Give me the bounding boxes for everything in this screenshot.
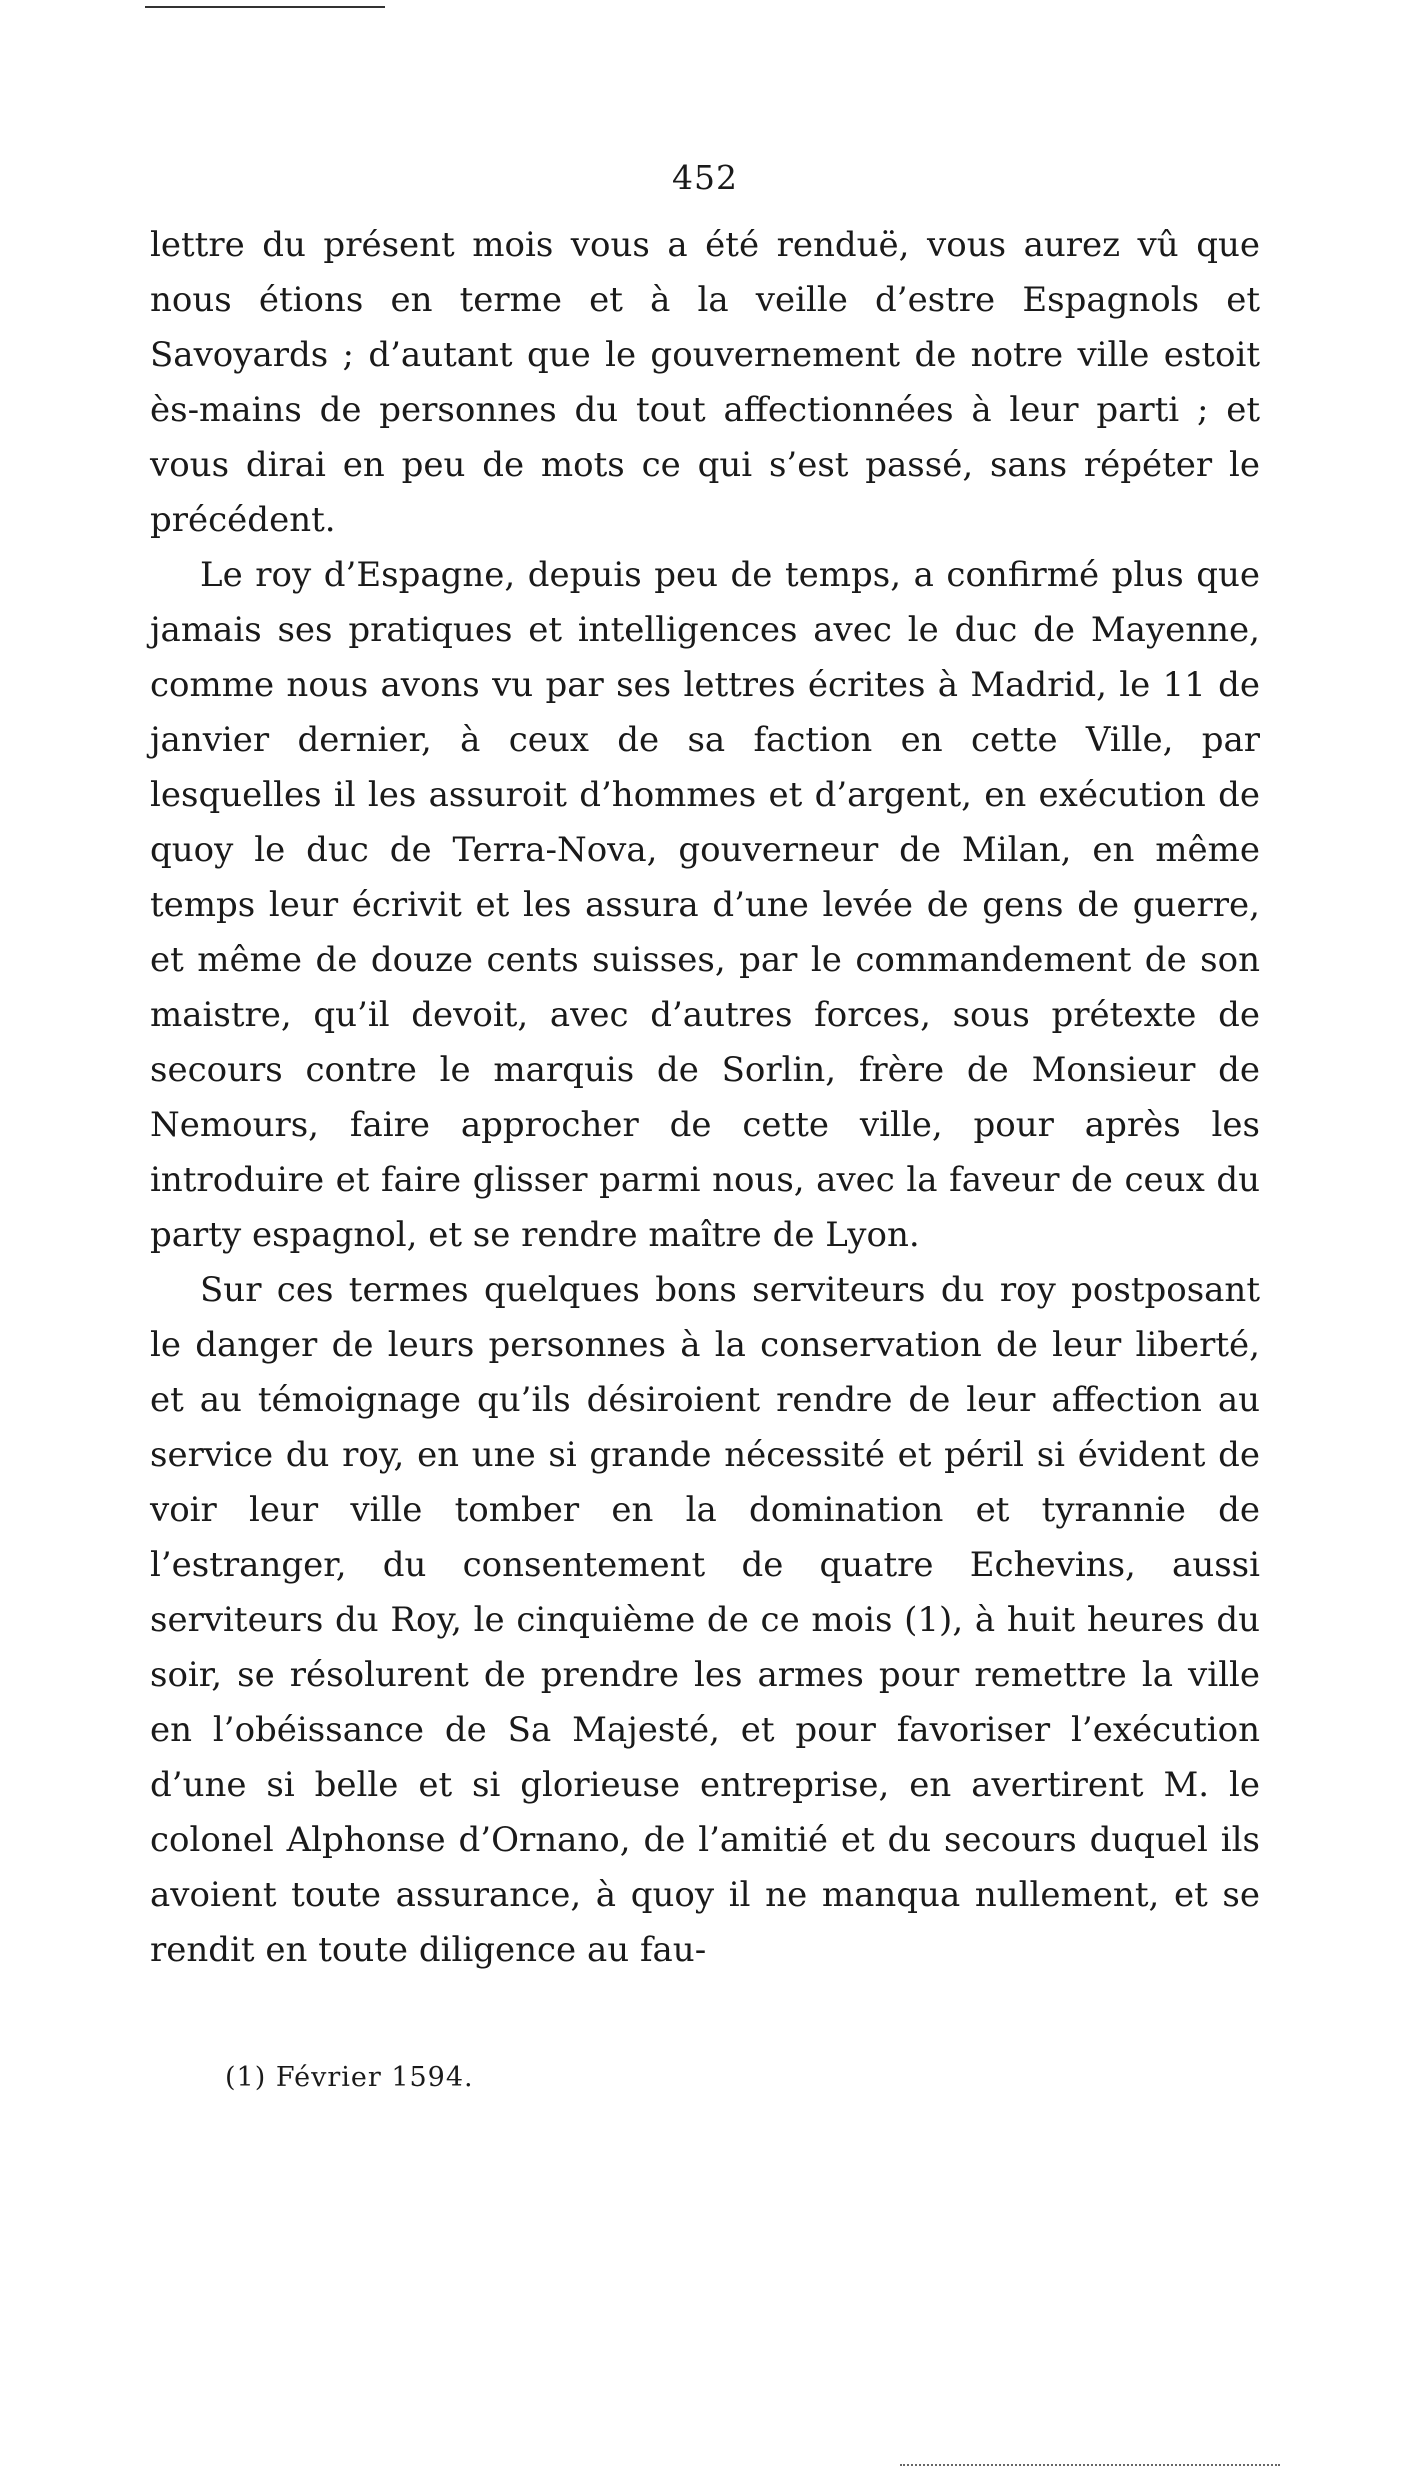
paragraph-continuation: lettre du présent mois vous a été renduë, vous aurez vû que nous étions en terme et à la veille d’estre Espagnols et Savoyards ; d’autant que le gouvernement de notre ville estoit ès-mains de personnes du tout affectionnées à leur parti ; et vous dirai en peu de mots ce qui s’est passé, sans répéter le précédent.: [150, 225, 1260, 540]
paragraph-roy-espagne: Le roy d’Espagne, depuis peu de temps, a confirmé plus que jamais ses pratiques et intelligences avec le duc de Mayenne, comme nous avons vu par ses lettres écrites à Madrid, le 11 de janvier dernier, à ceux de sa faction en cette Ville, par lesquelles il les assuroit d’hommes et d’argent, en exécution de quoy le duc de Terra-Nova, gouverneur de Milan, en même temps leur écrivit et les assura d’une levée de gens de guerre, et même de douze cents suisses, par le commandement de son maistre, qu’il devoit, avec d’autres forces, sous prétexte de secours contre le marquis de Sorlin, frère de Monsieur de Nemours, faire approcher de cette ville, pour après les introduire et faire glisser parmi nous, avec la faveur de ceux du party espagnol, et se rendre maître de Lyon.: [150, 555, 1260, 1255]
top-rule: [145, 6, 385, 8]
body-text: [150, 218, 1260, 1978]
paragraph-serviteurs: Sur ces termes quelques bons serviteurs du roy postposant le danger de leurs personnes à la conservation de leur liberté, et au témoignage qu’ils désiroient rendre de leur affection au service du roy, en une si grande nécessité et péril si évident de voir leur ville tomber en la domination et tyrannie de l’estranger, du consentement de quatre Echevins, aussi serviteurs du Roy, le cinquième de ce mois (1), à huit heures du soir, se résolurent de prendre les armes pour remettre la ville en l’obéissance de Sa Majesté, et pour favoriser l’exécution d’une si belle et si glorieuse entreprise, en avertirent M. le colonel Alphonse d’Ornano, de l’amitié et du secours duquel ils avoient toute assurance, à quoy il ne manqua nullement, et se rendit en toute diligence au fau-: [150, 1270, 1260, 1970]
footnote: (1) Février 1594.: [225, 2062, 474, 2093]
bottom-rule: [900, 2464, 1280, 2466]
page-number: 452: [672, 158, 738, 197]
